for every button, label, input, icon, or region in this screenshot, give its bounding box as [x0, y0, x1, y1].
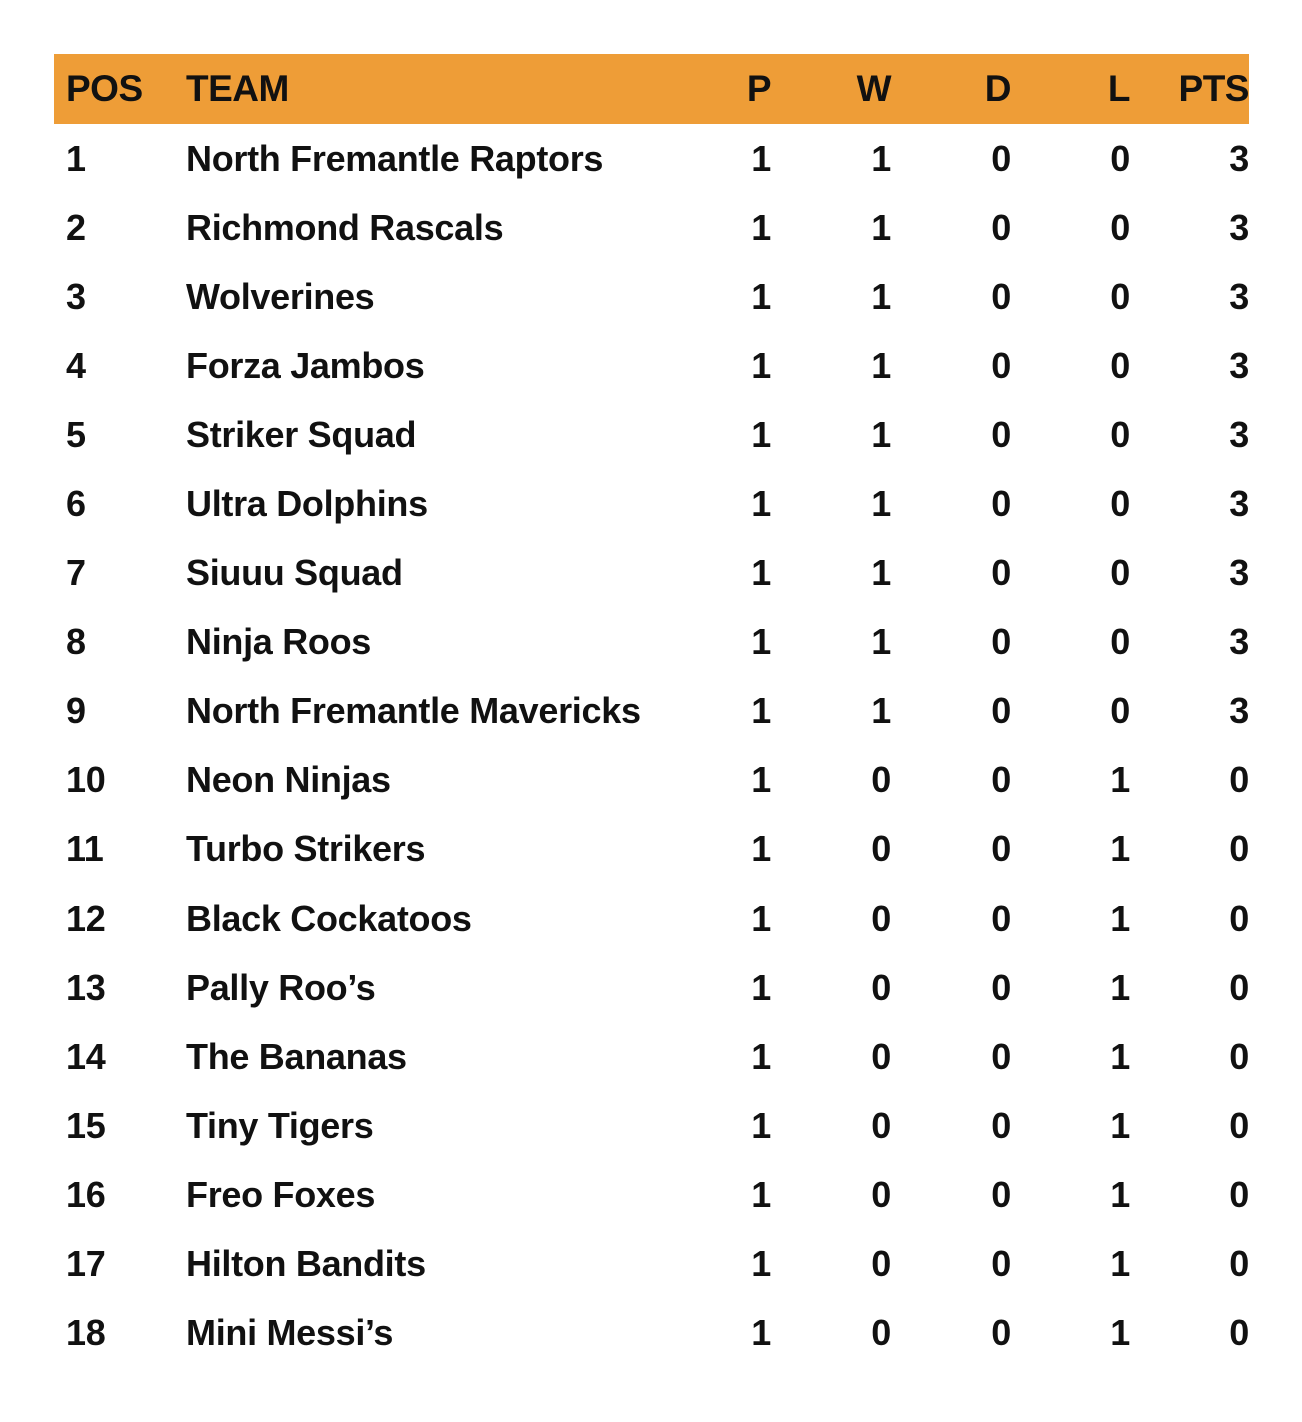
lost-cell: 0 — [1110, 413, 1130, 455]
played-cell: 1 — [751, 413, 771, 455]
won-cell: 0 — [871, 966, 891, 1008]
won-cell: 1 — [871, 621, 891, 663]
team-name-cell: Striker Squad — [186, 413, 417, 455]
position-cell: 6 — [66, 483, 86, 525]
won-cell: 1 — [871, 483, 891, 525]
points-cell: 0 — [1229, 1312, 1249, 1354]
table-row — [54, 1299, 1249, 1368]
drawn-cell: 0 — [991, 1312, 1011, 1354]
played-cell: 1 — [751, 828, 771, 870]
played-cell: 1 — [751, 1104, 771, 1146]
won-cell: 1 — [871, 413, 891, 455]
table-row — [54, 331, 1249, 400]
table-header — [54, 54, 1249, 124]
table-row — [54, 400, 1249, 469]
position-cell: 12 — [66, 897, 106, 939]
position-cell: 15 — [66, 1104, 106, 1146]
team-name-cell: Mini Messi’s — [186, 1312, 394, 1354]
header-lost: L — [1107, 68, 1130, 109]
won-cell: 1 — [871, 206, 891, 248]
drawn-cell: 0 — [991, 1173, 1011, 1215]
played-cell: 1 — [751, 1243, 771, 1285]
team-name-cell: Richmond Rascals — [186, 206, 504, 248]
table-row — [54, 815, 1249, 884]
won-cell: 0 — [871, 828, 891, 870]
won-cell: 1 — [871, 552, 891, 594]
lost-cell: 0 — [1110, 483, 1130, 525]
played-cell: 1 — [751, 206, 771, 248]
lost-cell: 1 — [1110, 828, 1130, 870]
league-table — [54, 54, 1249, 1368]
drawn-cell: 0 — [991, 275, 1011, 317]
points-cell: 0 — [1229, 828, 1249, 870]
team-name-cell: Black Cockatoos — [186, 897, 472, 939]
header-won: W — [856, 68, 891, 109]
team-name-cell: Turbo Strikers — [186, 828, 426, 870]
drawn-cell: 0 — [991, 483, 1011, 525]
points-cell: 3 — [1229, 275, 1249, 317]
lost-cell: 1 — [1110, 1035, 1130, 1077]
played-cell: 1 — [751, 552, 771, 594]
drawn-cell: 0 — [991, 828, 1011, 870]
won-cell: 0 — [871, 1312, 891, 1354]
lost-cell: 1 — [1110, 1312, 1130, 1354]
drawn-cell: 0 — [991, 552, 1011, 594]
played-cell: 1 — [751, 966, 771, 1008]
points-cell: 0 — [1229, 759, 1249, 801]
played-cell: 1 — [751, 275, 771, 317]
team-name-cell: Siuuu Squad — [186, 552, 403, 594]
won-cell: 0 — [871, 1104, 891, 1146]
lost-cell: 0 — [1110, 690, 1130, 732]
played-cell: 1 — [751, 1035, 771, 1077]
header-played: P — [746, 68, 771, 109]
lost-cell: 1 — [1110, 897, 1130, 939]
points-cell: 3 — [1229, 690, 1249, 732]
table-row — [54, 124, 1249, 193]
position-cell: 1 — [66, 137, 86, 179]
header-team: TEAM — [186, 68, 289, 109]
lost-cell: 0 — [1110, 552, 1130, 594]
table-row — [54, 1160, 1249, 1229]
position-cell: 4 — [66, 344, 86, 386]
points-cell: 0 — [1229, 1173, 1249, 1215]
drawn-cell: 0 — [991, 413, 1011, 455]
points-cell: 0 — [1229, 1104, 1249, 1146]
lost-cell: 0 — [1110, 344, 1130, 386]
drawn-cell: 0 — [991, 966, 1011, 1008]
lost-cell: 0 — [1110, 621, 1130, 663]
won-cell: 1 — [871, 690, 891, 732]
table-row — [54, 193, 1249, 262]
points-cell: 3 — [1229, 483, 1249, 525]
team-name-cell: Ninja Roos — [186, 621, 372, 663]
team-name-cell: North Fremantle Raptors — [186, 137, 604, 179]
points-cell: 3 — [1229, 621, 1249, 663]
drawn-cell: 0 — [991, 1243, 1011, 1285]
position-cell: 11 — [66, 828, 104, 870]
points-cell: 0 — [1229, 1035, 1249, 1077]
position-cell: 9 — [66, 690, 86, 732]
played-cell: 1 — [751, 1312, 771, 1354]
won-cell: 1 — [871, 137, 891, 179]
lost-cell: 1 — [1110, 1104, 1130, 1146]
played-cell: 1 — [751, 137, 771, 179]
header-drawn: D — [984, 68, 1011, 109]
team-name-cell: Ultra Dolphins — [186, 483, 428, 525]
points-cell: 3 — [1229, 344, 1249, 386]
points-cell: 3 — [1229, 206, 1249, 248]
drawn-cell: 0 — [991, 206, 1011, 248]
position-cell: 2 — [66, 206, 86, 248]
table-row — [54, 884, 1249, 953]
team-name-cell: Freo Foxes — [186, 1173, 376, 1215]
won-cell: 0 — [871, 897, 891, 939]
team-name-cell: Tiny Tigers — [186, 1104, 374, 1146]
played-cell: 1 — [751, 690, 771, 732]
header-points: PTS — [1178, 68, 1249, 109]
position-cell: 18 — [66, 1312, 106, 1354]
team-name-cell: Pally Roo’s — [186, 966, 376, 1008]
drawn-cell: 0 — [991, 897, 1011, 939]
position-cell: 5 — [66, 413, 86, 455]
team-name-cell: Wolverines — [186, 275, 375, 317]
lost-cell: 1 — [1110, 759, 1130, 801]
team-name-cell: Hilton Bandits — [186, 1243, 426, 1285]
position-cell: 16 — [66, 1173, 106, 1215]
position-cell: 17 — [66, 1243, 106, 1285]
played-cell: 1 — [751, 621, 771, 663]
drawn-cell: 0 — [991, 759, 1011, 801]
table-row — [54, 608, 1249, 677]
table-row — [54, 1022, 1249, 1091]
points-cell: 3 — [1229, 552, 1249, 594]
played-cell: 1 — [751, 344, 771, 386]
drawn-cell: 0 — [991, 1104, 1011, 1146]
position-cell: 7 — [66, 552, 86, 594]
table-row — [54, 1091, 1249, 1160]
table-row — [54, 469, 1249, 538]
position-cell: 14 — [66, 1035, 106, 1077]
drawn-cell: 0 — [991, 1035, 1011, 1077]
played-cell: 1 — [751, 759, 771, 801]
table-row — [54, 953, 1249, 1022]
position-cell: 13 — [66, 966, 106, 1008]
lost-cell: 0 — [1110, 275, 1130, 317]
table-body — [54, 124, 1249, 1368]
lost-cell: 0 — [1110, 137, 1130, 179]
team-name-cell: North Fremantle Mavericks — [186, 690, 641, 732]
played-cell: 1 — [751, 897, 771, 939]
lost-cell: 1 — [1110, 966, 1130, 1008]
table-row — [54, 1230, 1249, 1299]
played-cell: 1 — [751, 483, 771, 525]
header-pos: POS — [66, 68, 143, 109]
won-cell: 0 — [871, 1173, 891, 1215]
drawn-cell: 0 — [991, 690, 1011, 732]
lost-cell: 0 — [1110, 206, 1130, 248]
position-cell: 3 — [66, 275, 86, 317]
table-row — [54, 746, 1249, 815]
won-cell: 0 — [871, 1243, 891, 1285]
played-cell: 1 — [751, 1173, 771, 1215]
points-cell: 0 — [1229, 897, 1249, 939]
lost-cell: 1 — [1110, 1173, 1130, 1215]
drawn-cell: 0 — [991, 137, 1011, 179]
points-cell: 0 — [1229, 966, 1249, 1008]
points-cell: 3 — [1229, 413, 1249, 455]
team-name-cell: The Bananas — [186, 1035, 407, 1077]
lost-cell: 1 — [1110, 1243, 1130, 1285]
table-row — [54, 677, 1249, 746]
position-cell: 8 — [66, 621, 86, 663]
drawn-cell: 0 — [991, 344, 1011, 386]
won-cell: 1 — [871, 344, 891, 386]
won-cell: 0 — [871, 1035, 891, 1077]
won-cell: 1 — [871, 275, 891, 317]
position-cell: 10 — [66, 759, 106, 801]
points-cell: 0 — [1229, 1243, 1249, 1285]
team-name-cell: Forza Jambos — [186, 344, 425, 386]
table-row — [54, 539, 1249, 608]
points-cell: 3 — [1229, 137, 1249, 179]
table-row — [54, 262, 1249, 331]
team-name-cell: Neon Ninjas — [186, 759, 391, 801]
drawn-cell: 0 — [991, 621, 1011, 663]
won-cell: 0 — [871, 759, 891, 801]
